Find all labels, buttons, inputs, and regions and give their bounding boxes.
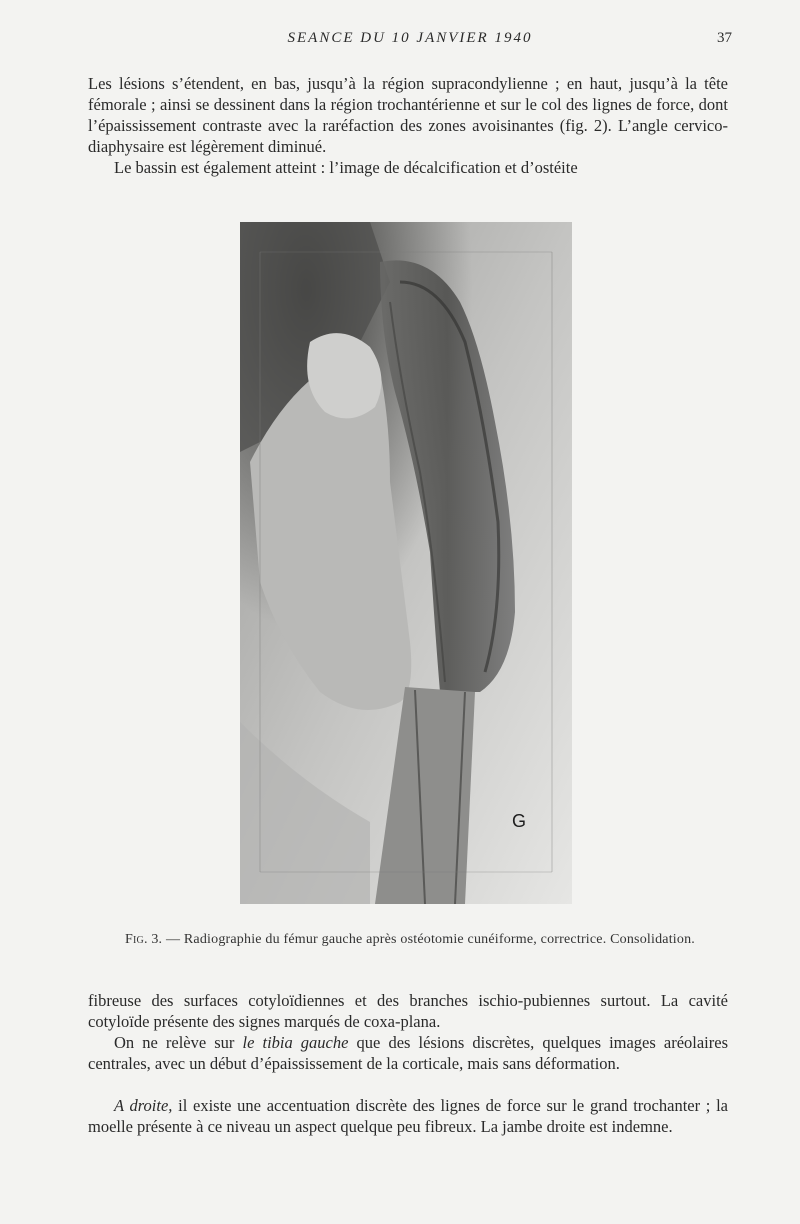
body-paragraph-bottom-1 <box>88 990 728 1032</box>
radiograph-figure <box>240 222 572 904</box>
paragraph-text: On ne relève sur <box>114 1033 243 1052</box>
caption-text: Radiographie du fémur gauche après ostéotomie cunéiforme, correctrice. Consolidation. <box>183 932 695 947</box>
figure-caption <box>110 930 710 950</box>
emphasis-text: le tibia gauche <box>242 1033 349 1052</box>
body-paragraph-bottom-2 <box>88 1032 728 1074</box>
page-header <box>88 30 732 56</box>
body-paragraph-bottom-3 <box>88 1095 728 1137</box>
running-title: SEANCE DU 10 JANVIER 1940 <box>287 30 533 46</box>
femur-radiograph-image <box>240 222 572 904</box>
page-number: 37 <box>717 30 732 46</box>
body-paragraph-top <box>88 73 728 178</box>
paragraph-text: il existe une accentuation discrète des lignes de force sur le grand trochanter ; la moelle présente à ce niveau un aspect quelque peu fibreux. La jambe droite est indemne. <box>88 1096 728 1136</box>
emphasis-text: A droite, <box>114 1096 173 1115</box>
paragraph-text: Le bassin est également atteint : l’image de décalcification et d’ostéite <box>114 158 578 177</box>
caption-label: Fig. 3. <box>125 932 163 947</box>
paragraph-text: Les lésions s’étendent, en bas, jusqu’à la région supracondylienne ; en haut, jusqu’à la tête fémorale ; ainsi se dessinent dans la région trochantérienne et sur le col des lignes de force, dont l’épaississement contraste avec la raréfaction des zones avoisinantes (fig. 2). L’angle cervico-diaphysaire est légèrement diminué. <box>88 74 728 156</box>
paragraph-text: que des lésions discrètes, quelques images aréolaires centrales, avec un début d’épaississement de la corticale, mais sans déformation. <box>88 1033 728 1073</box>
caption-dash: — <box>162 932 184 947</box>
radiograph-side-marker: G <box>512 811 527 831</box>
paragraph-text: fibreuse des surfaces cotyloïdiennes et des branches ischio-pubiennes surtout. La cavité cotyloïde présente des signes marqués de coxa-plana. <box>88 991 728 1031</box>
